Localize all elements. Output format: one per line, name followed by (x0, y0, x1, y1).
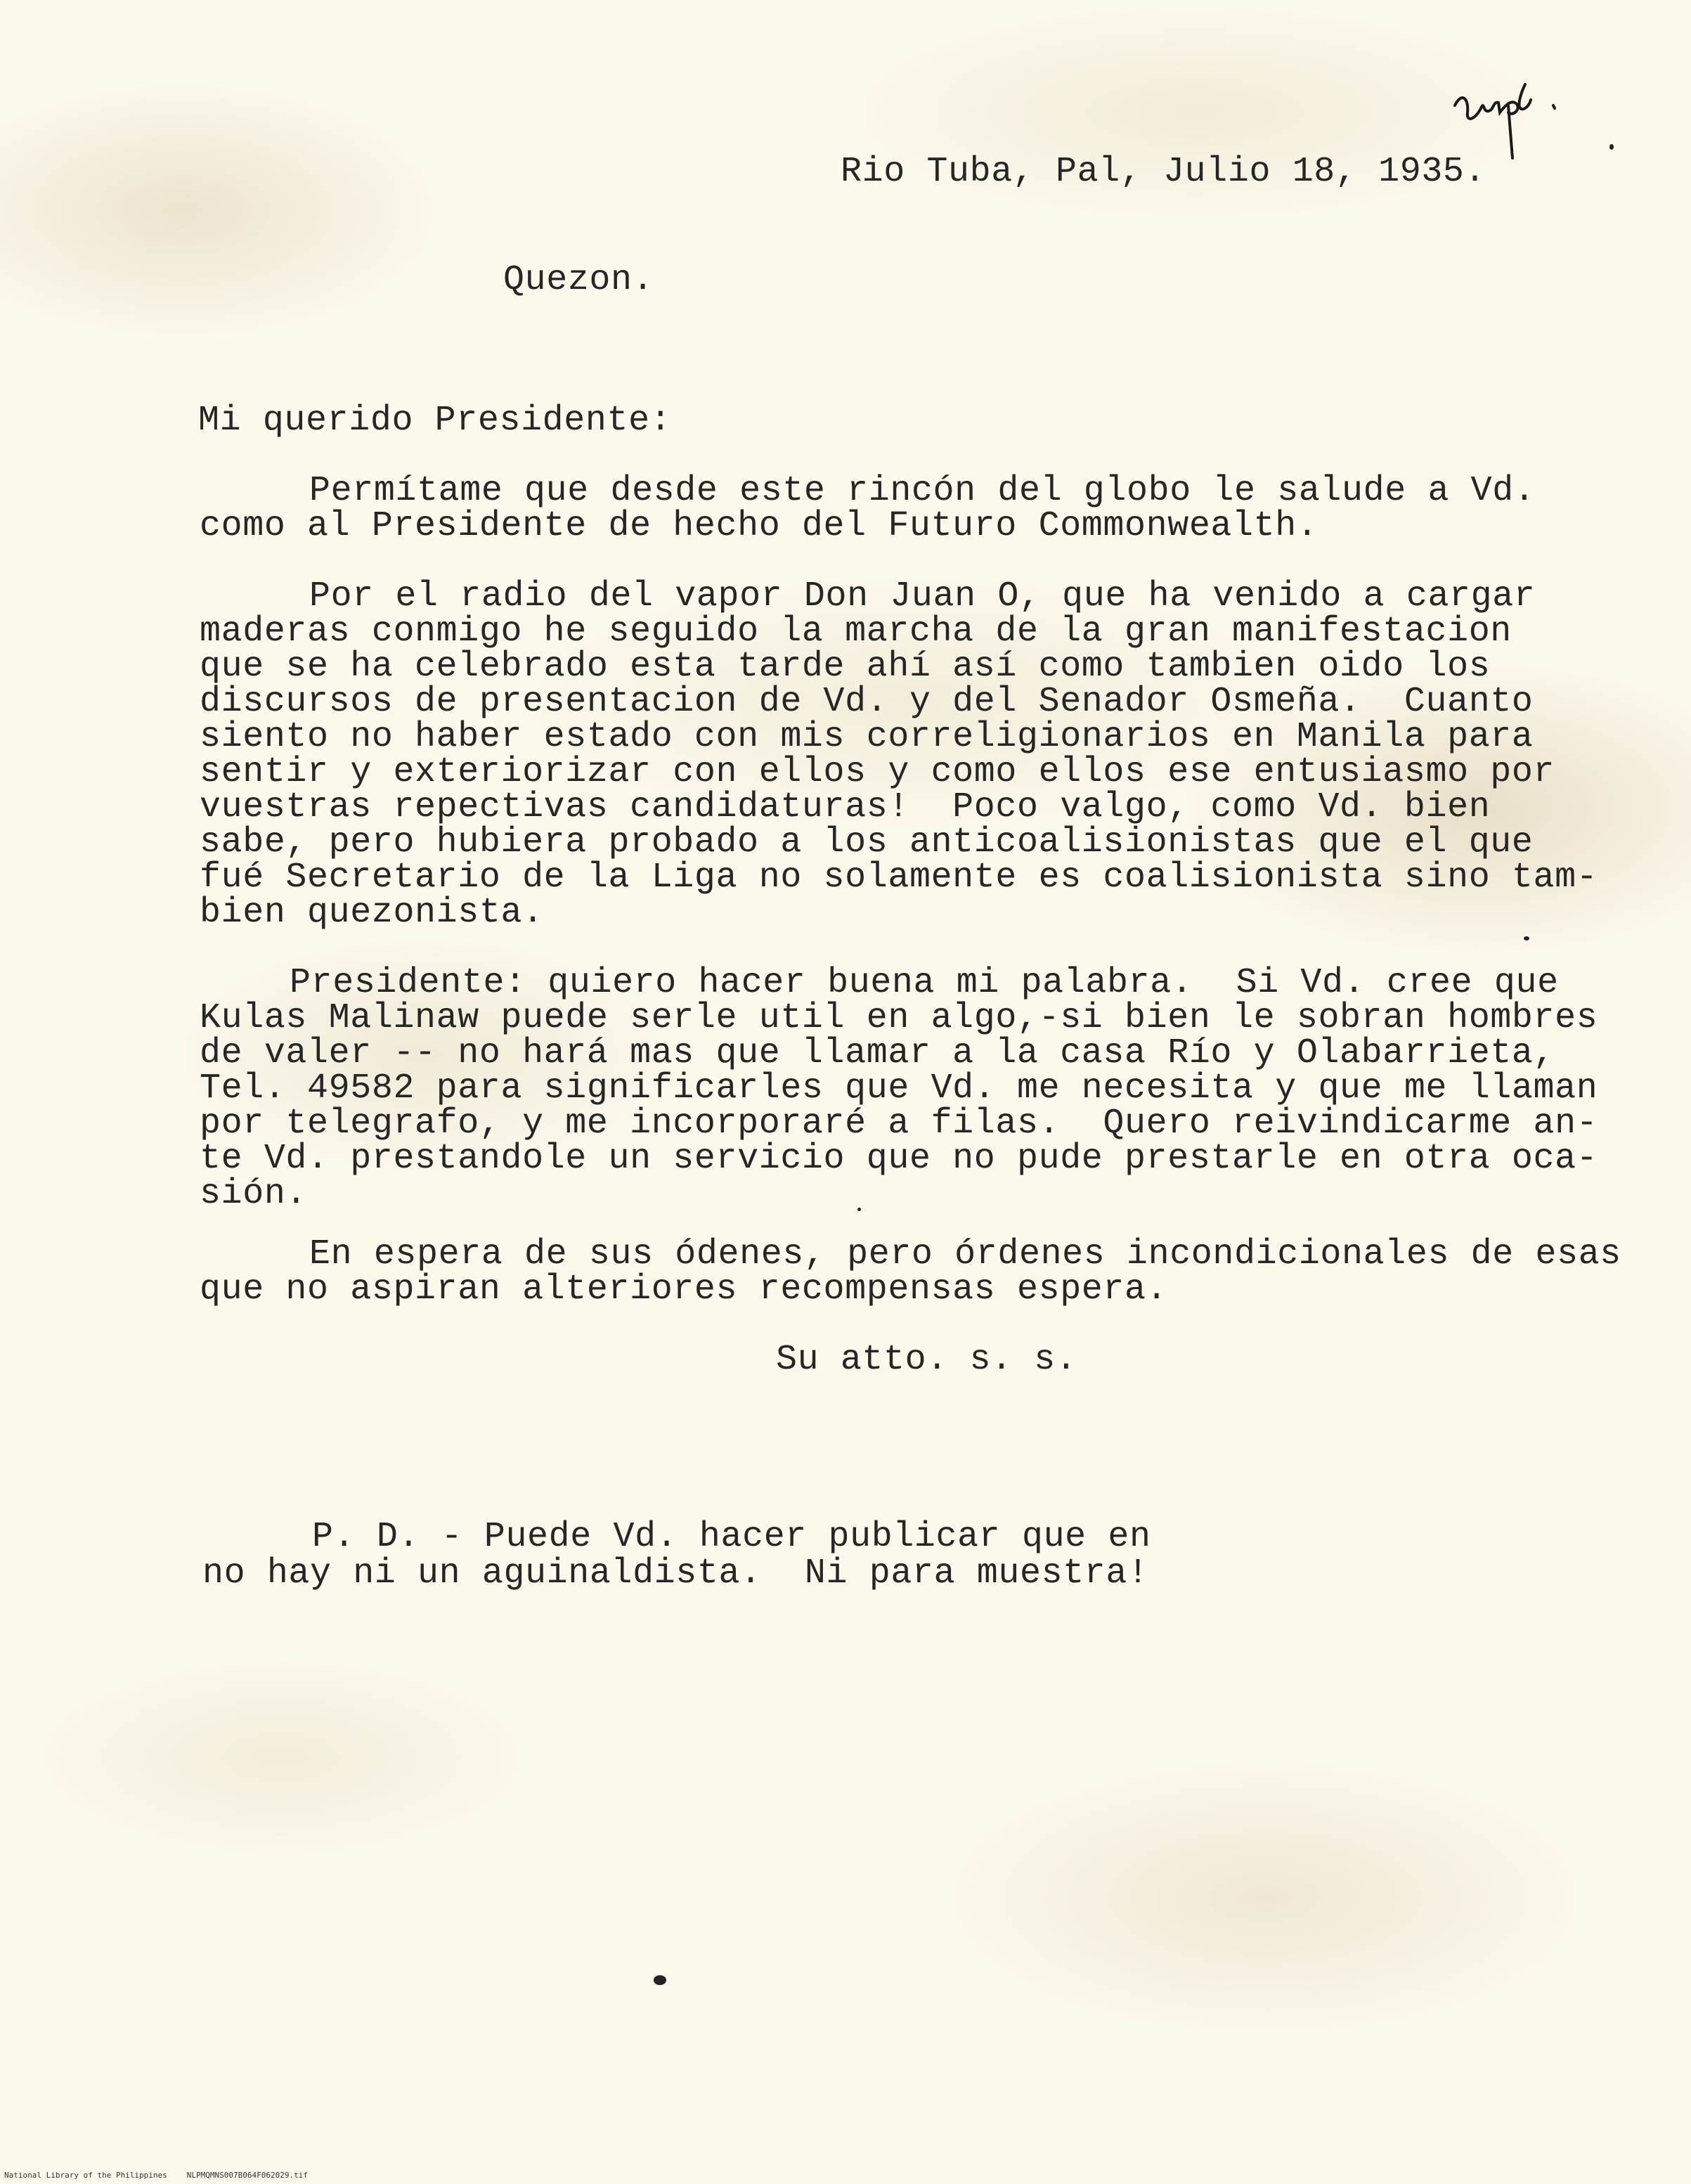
paragraph-2-line-7: vuestras repectivas candidaturas! Poco valgo, como Vd. bien (200, 787, 1491, 827)
closing: Su atto. s. s. (776, 1340, 1077, 1380)
ink-speck (857, 1208, 861, 1211)
paragraph-2-line-2: maderas conmigo he seguido la marcha de la gran manifestacion (200, 612, 1512, 652)
paragraph-3-line-4: Tel. 49582 para significarles que Vd. me necesita y que me llaman (200, 1068, 1598, 1109)
paragraph-3-line-6: te Vd. prestandole un servicio que no pude prestarle en otra oca- (200, 1139, 1598, 1179)
paragraph-2-line-8: sabe, pero hubiera probado a los anticoalisionistas que el que (200, 822, 1534, 862)
paragraph-1-line-2: como al Presidente de hecho del Futuro Commonwealth. (200, 506, 1319, 546)
archive-footer (4, 2171, 328, 2180)
handwritten-annotation (1448, 63, 1567, 162)
paragraph-3-line-7: sión. (200, 1174, 308, 1214)
paragraph-4-line-2: que no aspiran alteriores recompensas espera. (200, 1269, 1168, 1310)
ink-speck (1609, 144, 1614, 150)
paragraph-3-line-5: por telegrafo, y me incorporaré a filas. Quero reivindicarme an- (200, 1104, 1598, 1144)
dateline: Rio Tuba, Pal, Julio 18, 1935. (841, 152, 1486, 192)
footer-file-id: NLPMQMNS007B064F062029.tif (186, 2171, 308, 2180)
postscript-line-2: no hay ni un aguinaldista. Ni para muestra! (202, 1553, 1149, 1594)
paragraph-2-line-1: Por el radio del vapor Don Juan O, que ha venido a cargar (309, 576, 1536, 616)
ink-speck (1524, 936, 1529, 941)
paragraph-4-line-1: En espera de sus ódenes, pero órdenes incondicionales de esas (309, 1234, 1621, 1274)
paragraph-2-line-3: que se ha celebrado esta tarde ahí así como tambien oido los (200, 647, 1491, 687)
paragraph-2-line-9: fué Secretario de la Liga no solamente es coalisionista sino tam- (200, 858, 1598, 898)
footer-institution: National Library of the Philippines (4, 2171, 167, 2180)
addressee: Quezon. (503, 260, 654, 300)
paragraph-2-line-5: siento no haber estado con mis correligionarios en Manila para (200, 717, 1534, 757)
paragraph-2-line-4: discursos de presentacion de Vd. y del Senador Osmeña. Cuanto (200, 682, 1534, 722)
paragraph-3-line-2: Kulas Malinaw puede serle util en algo,-si bien le sobran hombres (200, 998, 1598, 1038)
salutation: Mi querido Presidente: (198, 401, 672, 441)
paragraph-2-line-6: sentir y exteriorizar con ellos y como ellos ese entusiasmo por (200, 752, 1555, 792)
paragraph-1-line-1: Permítame que desde este rincón del globo le salude a Vd. (309, 471, 1536, 511)
paragraph-2-line-10: bien quezonista. (200, 893, 544, 933)
ink-speck (654, 1975, 666, 1985)
postscript-line-1: P. D. - Puede Vd. hacer publicar que en (312, 1517, 1151, 1557)
paragraph-3-line-1: Presidente: quiero hacer buena mi palabra. Si Vd. cree que (290, 963, 1559, 1003)
paragraph-3-line-3: de valer -- no hará mas que llamar a la casa Río y Olabarrieta, (200, 1033, 1555, 1073)
